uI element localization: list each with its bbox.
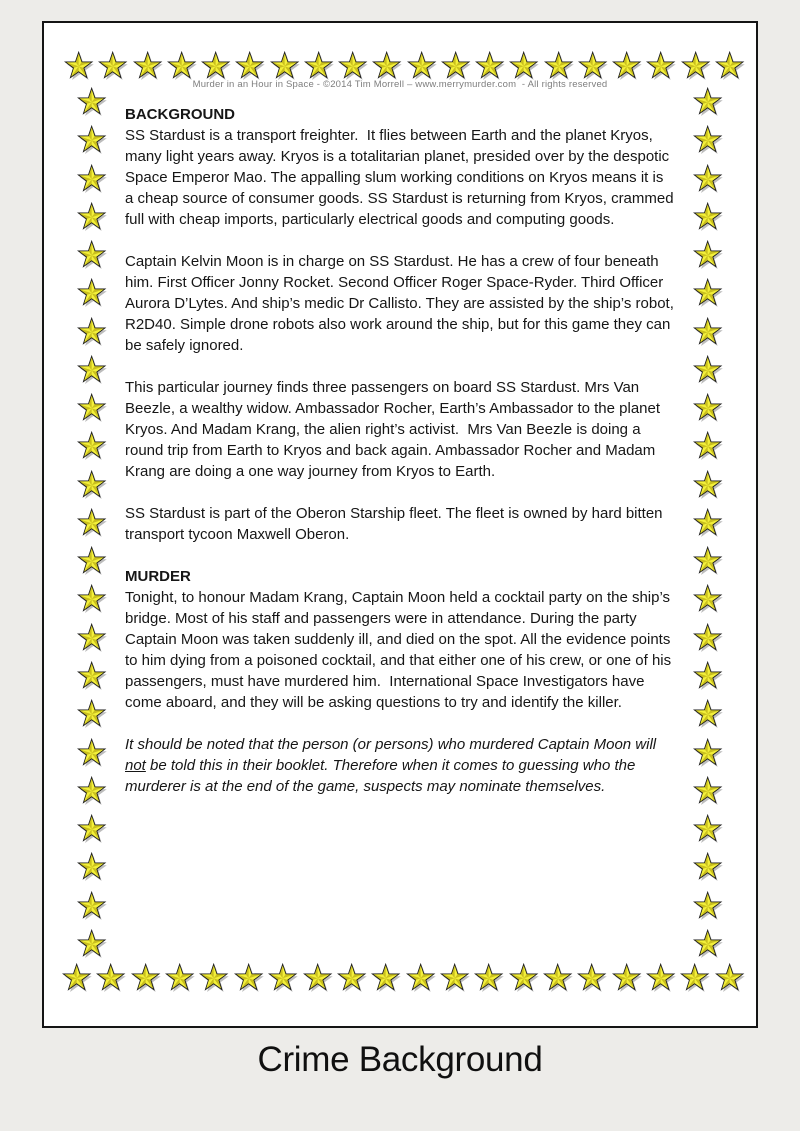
star-icon	[406, 963, 437, 993]
star-icon	[167, 51, 198, 81]
star-icon	[693, 470, 724, 500]
star-icon	[338, 51, 369, 81]
star-icon	[77, 699, 108, 729]
note-paragraph	[125, 734, 674, 797]
star-icon	[77, 852, 108, 882]
star-icon	[693, 240, 724, 270]
star-icon	[371, 963, 402, 993]
star-icon	[77, 661, 108, 691]
star-icon	[693, 317, 724, 347]
star-icon	[693, 738, 724, 768]
star-border-left	[76, 87, 108, 959]
star-icon	[96, 963, 127, 993]
star-icon	[304, 51, 335, 81]
star-icon	[578, 51, 609, 81]
star-icon	[77, 929, 108, 959]
note-part1: It should be noted that the person (or persons) who murdered Captain Moon will	[125, 736, 661, 753]
star-icon	[475, 51, 506, 81]
star-icon	[270, 51, 301, 81]
star-icon	[407, 51, 438, 81]
murder-heading: MURDER	[125, 568, 191, 585]
star-icon	[646, 963, 677, 993]
star-icon	[77, 125, 108, 155]
star-icon	[303, 963, 334, 993]
star-icon	[693, 393, 724, 423]
star-border-bottom	[62, 961, 746, 995]
star-icon	[693, 508, 724, 538]
star-icon	[372, 51, 403, 81]
star-icon	[77, 431, 108, 461]
star-icon	[646, 51, 677, 81]
star-icon	[98, 51, 129, 81]
star-icon	[680, 963, 711, 993]
star-icon	[77, 623, 108, 653]
background-paragraph-4: SS Stardust is part of the Oberon Starship fleet. The fleet is owned by hard bitten transport tycoon Maxwell Oberon.	[125, 505, 667, 543]
star-icon	[715, 963, 746, 993]
booklet-page	[42, 21, 758, 1028]
star-icon	[77, 164, 108, 194]
star-icon	[440, 963, 471, 993]
star-icon	[543, 963, 574, 993]
star-icon	[133, 51, 164, 81]
star-icon	[693, 584, 724, 614]
star-icon	[693, 202, 724, 232]
star-icon	[715, 51, 746, 81]
star-icon	[77, 393, 108, 423]
murder-paragraph: Tonight, to honour Madam Krang, Captain Moon held a cocktail party on the ship’s bridge. Most of his staff and passengers were in attendance. During the party Captain Moon was taken suddenly ill, and died on the spot. All the evidence points to him dying from a poisoned cocktail, and that either one of his crew, or one of his passengers, must have murdered him. International Space Investigators have come aboard, and they will be asking questions to try and identify the killer.	[125, 589, 676, 711]
star-icon	[693, 431, 724, 461]
star-icon	[693, 929, 724, 959]
star-icon	[474, 963, 505, 993]
star-icon	[693, 661, 724, 691]
star-icon	[693, 164, 724, 194]
background-paragraph-1: SS Stardust is a transport freighter. It flies between Earth and the planet Kryos, many light years away. Kryos is a totalitarian planet, presided over by the despotic Space Emperor Mao. The appalling slum working conditions on Kryos means it is a cheap source of consumer goods. SS Stardust is returning from Kryos, crammed full with cheap imports, particularly electrical goods and computing goods.	[125, 127, 678, 228]
star-icon	[77, 776, 108, 806]
star-icon	[693, 125, 724, 155]
star-icon	[199, 963, 230, 993]
star-icon	[201, 51, 232, 81]
star-icon	[693, 623, 724, 653]
star-icon	[693, 776, 724, 806]
star-icon	[441, 51, 472, 81]
star-icon	[693, 852, 724, 882]
star-icon	[234, 963, 265, 993]
star-icon	[268, 963, 299, 993]
star-icon	[77, 584, 108, 614]
star-icon	[77, 202, 108, 232]
star-border-right	[692, 87, 724, 959]
star-icon	[77, 278, 108, 308]
star-icon	[544, 51, 575, 81]
star-icon	[693, 546, 724, 576]
star-icon	[509, 963, 540, 993]
page-content	[125, 104, 679, 797]
background-paragraph-3: This particular journey finds three passengers on board SS Stardust. Mrs Van Beezle, a wealthy widow. Ambassador Rocher, Earth’s Ambassador to the planet Kryos. And Madam Krang, the alien right’s activist. Mrs Van Beezle is doing a round trip from Earth to Kryos and back again. Ambassador Rocher and Madam Krang are doing a one way journey from Kryos to Earth.	[125, 379, 665, 480]
star-icon	[77, 317, 108, 347]
background-paragraph-2: Captain Kelvin Moon is in charge on SS Stardust. He has a crew of four beneath him. First Officer Jonny Rocket. Second Officer Roger Space-Ryder. Third Officer Aurora D’Lytes. And ship’s medic Dr Callisto. They are assisted by the ship’s robot, R2D40. Simple drone robots also work around the ship, but for this game they can be safely ignored.	[125, 253, 679, 354]
star-icon	[131, 963, 162, 993]
star-icon	[693, 699, 724, 729]
star-icon	[612, 963, 643, 993]
star-icon	[693, 278, 724, 308]
star-icon	[77, 546, 108, 576]
star-icon	[577, 963, 608, 993]
star-icon	[693, 87, 724, 117]
star-icon	[693, 891, 724, 921]
star-icon	[77, 891, 108, 921]
star-icon	[693, 814, 724, 844]
star-icon	[77, 87, 108, 117]
star-icon	[165, 963, 196, 993]
star-icon	[693, 355, 724, 385]
star-icon	[62, 963, 93, 993]
background-heading: BACKGROUND	[125, 106, 235, 123]
star-icon	[681, 51, 712, 81]
star-icon	[64, 51, 95, 81]
copyright-line: Murder in an Hour in Space - ©2014 Tim Morrell – www.merrymurder.com - All rights reserved	[192, 79, 608, 90]
star-icon	[337, 963, 368, 993]
star-icon	[77, 355, 108, 385]
star-icon	[77, 470, 108, 500]
star-icon	[612, 51, 643, 81]
star-icon	[509, 51, 540, 81]
star-icon	[77, 240, 108, 270]
star-border-top	[64, 49, 746, 83]
page-caption: Crime Background	[257, 1040, 543, 1079]
star-icon	[77, 738, 108, 768]
star-icon	[77, 508, 108, 538]
note-part2: be told this in their booklet. Therefore when it comes to guessing who the murderer is at the end of the game, suspects may nominate themselves.	[125, 757, 640, 795]
star-icon	[77, 814, 108, 844]
note-underlined-word: not	[125, 757, 146, 774]
star-icon	[235, 51, 266, 81]
